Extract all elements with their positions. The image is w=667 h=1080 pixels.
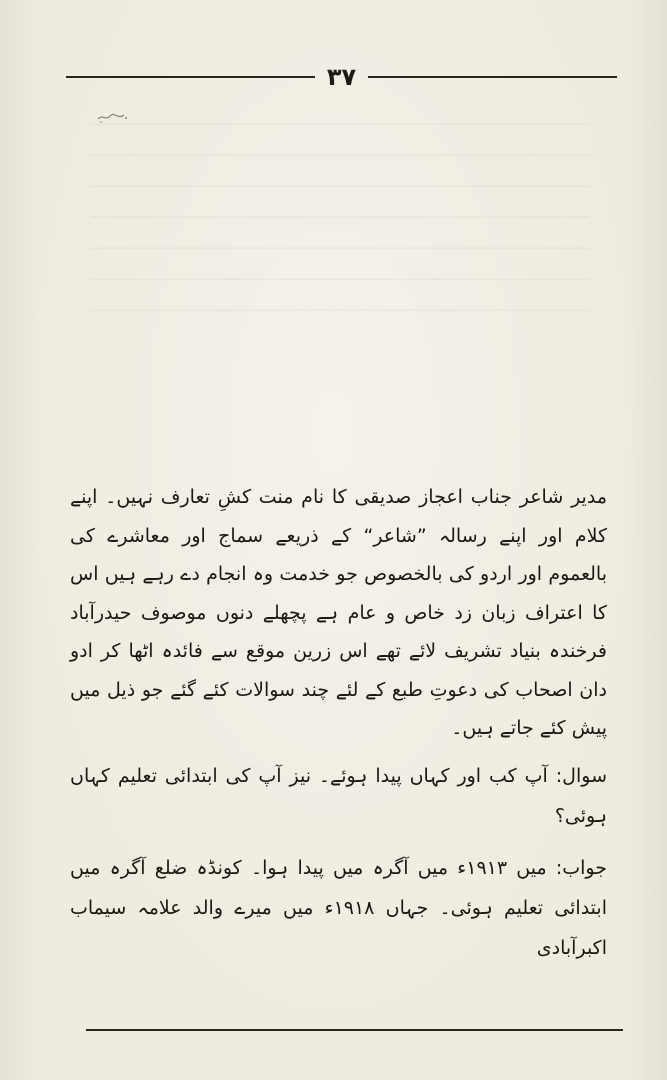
- header-rule-left: [66, 76, 315, 78]
- answer-paragraph: جواب: میں ۱۹۱۳ء میں آگرہ میں پیدا ہوا۔ کونڈہ ضلع آگرہ میں ابتدائی تعلیم ہوئی۔ جہاں ۱۹۱۸ء میں میرے والد علامہ سیماب اکبرآبادی: [70, 856, 607, 959]
- intro-paragraph: مدیر شاعر جناب اعجاز صدیقی کا نام منت کشِ تعارف نہیں۔ اپنے کلام اور اپنے رسالہ ”شاعر“ کے ذریعے سماج اور معاشرے کی بالعموم اور اردو کی بالخصوص جو خدمت وہ انجام دے رہے ہیں اس کا اعتراف زبان زد خاص و عام ہے پچھلے دنوں موصوف حیدرآباد فرخندہ بنیاد تشریف لائے تھے اس زرین موقع سے فائدہ اٹھا کر ادو دان اصحاب کی دعوتِ طبع کے لئے چند سوالات کئے گئے جو ذیل میں پیش کئے جاتے ہیں۔: [70, 486, 607, 739]
- bleed-through-text: [90, 95, 590, 315]
- footer-rule: [86, 1029, 623, 1031]
- ink-smudge: [96, 110, 128, 124]
- question-paragraph: سوال: آپ کب اور کہاں پیدا ہوئے۔ نیز آپ کی ابتدائی تعلیم کہاں ہوئی؟: [70, 764, 607, 827]
- page-number: ۳۷: [326, 63, 357, 91]
- page-body: [70, 478, 607, 968]
- page-header: [66, 62, 617, 92]
- header-rule-right: [368, 76, 617, 78]
